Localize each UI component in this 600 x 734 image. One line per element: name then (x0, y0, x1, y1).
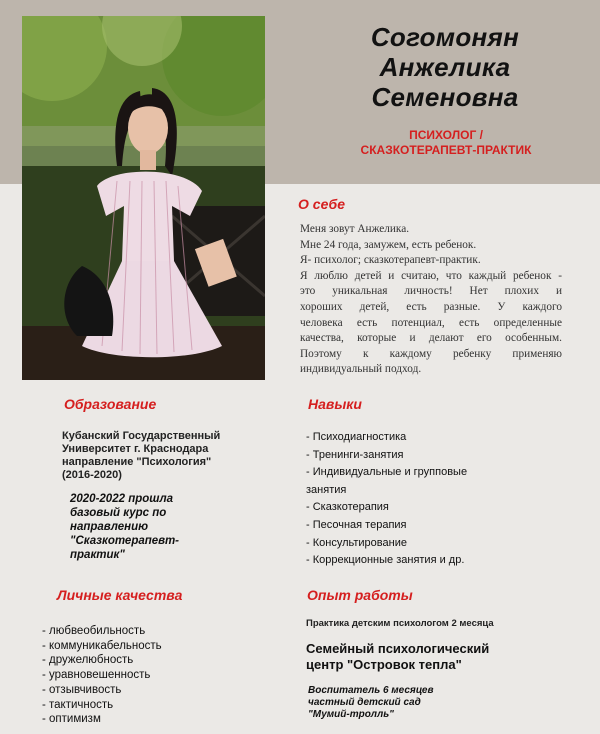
education-line: Университет г. Краснодара (62, 443, 209, 455)
course-line: направлению (70, 521, 149, 533)
about-text (300, 222, 562, 378)
about-line: хороших детей, есть разные. У каждого (300, 300, 562, 313)
skill-item: - Тренинги-занятия (306, 448, 404, 461)
portrait-image (22, 16, 265, 380)
about-line: Поэтому к каждому ребенку применяю (300, 347, 562, 360)
role-line: СКАЗКОТЕРАПЕВТ-ПРАКТИК (360, 143, 532, 157)
course-line: базовый курс по (70, 507, 167, 519)
skill-item: - Песочная терапия (306, 518, 407, 531)
quality-item: - коммуникабельность (42, 639, 162, 652)
education-course (70, 492, 260, 562)
person-name (340, 22, 550, 112)
about-line: это уникальная личность! Нет плохих и (300, 285, 562, 298)
center-line: центр "Островок тепла" (306, 657, 462, 672)
about-line: индивидуальный подход. (300, 363, 422, 376)
education-line: Кубанский Государственный (62, 430, 221, 442)
center-line: Семейный психологический (306, 641, 490, 656)
qualities-title: Личные качества (57, 587, 183, 603)
skill-item: - Сказкотерапия (306, 501, 389, 514)
education-university (62, 430, 262, 482)
skills-title: Навыки (308, 396, 362, 412)
about-line: Я- психолог; сказкотерапевт-практик. (300, 254, 481, 267)
experience-title: Опыт работы (307, 587, 413, 603)
education-line: (2016-2020) (62, 469, 122, 481)
experience-practice: Практика детским психологом 2 месяца (306, 618, 494, 629)
education-title: Образование (64, 396, 157, 412)
kindergarten-line: частный детский сад (308, 697, 421, 708)
about-line: человека есть потенциал, есть определенные (300, 316, 562, 329)
quality-item: - любвеобильность (42, 625, 146, 637)
skill-item: занятия (306, 483, 347, 496)
quality-item: - оптимизм (42, 713, 101, 726)
name-line: Семеновна (371, 82, 519, 112)
quality-item: - уравновешенность (42, 669, 151, 682)
skill-item: - Индивидуальные и групповые (306, 466, 468, 479)
skill-item: - Психодиагностика (306, 431, 407, 443)
name-line: Анжелика (379, 52, 511, 82)
education-line: направление "Психология" (62, 456, 212, 468)
experience-kindergarten (308, 685, 528, 721)
skill-item: - Коррекционные занятия и др. (306, 554, 465, 567)
skills-list (306, 429, 556, 570)
quality-item: - тактичность (42, 698, 114, 711)
course-line: 2020-2022 прошла (70, 493, 174, 505)
qualities-list (42, 624, 242, 727)
quality-item: - дружелюбность (42, 654, 134, 667)
about-title: О себе (298, 196, 345, 212)
kindergarten-line: "Мумий-тролль" (308, 709, 394, 720)
course-line: практик" (70, 549, 125, 561)
name-line: Согомонян (370, 22, 520, 52)
portrait-photo (22, 16, 265, 380)
job-title (330, 128, 562, 158)
kindergarten-line: Воспитатель 6 месяцев (308, 685, 434, 696)
role-line: ПСИХОЛОГ / (409, 128, 483, 142)
about-line: Мне 24 года, замужем, есть ребенок. (300, 238, 477, 251)
quality-item: - отзывчивость (42, 683, 122, 696)
about-line: качества, которые и делают его особенным. (300, 332, 562, 345)
experience-center (306, 641, 546, 673)
course-line: "Сказкотерапевт- (70, 535, 180, 547)
about-line: Я люблю детей и считаю, что каждый ребенок - (300, 269, 562, 282)
skill-item: - Консультирование (306, 536, 407, 549)
about-line: Меня зовут Анжелика. (300, 223, 410, 235)
